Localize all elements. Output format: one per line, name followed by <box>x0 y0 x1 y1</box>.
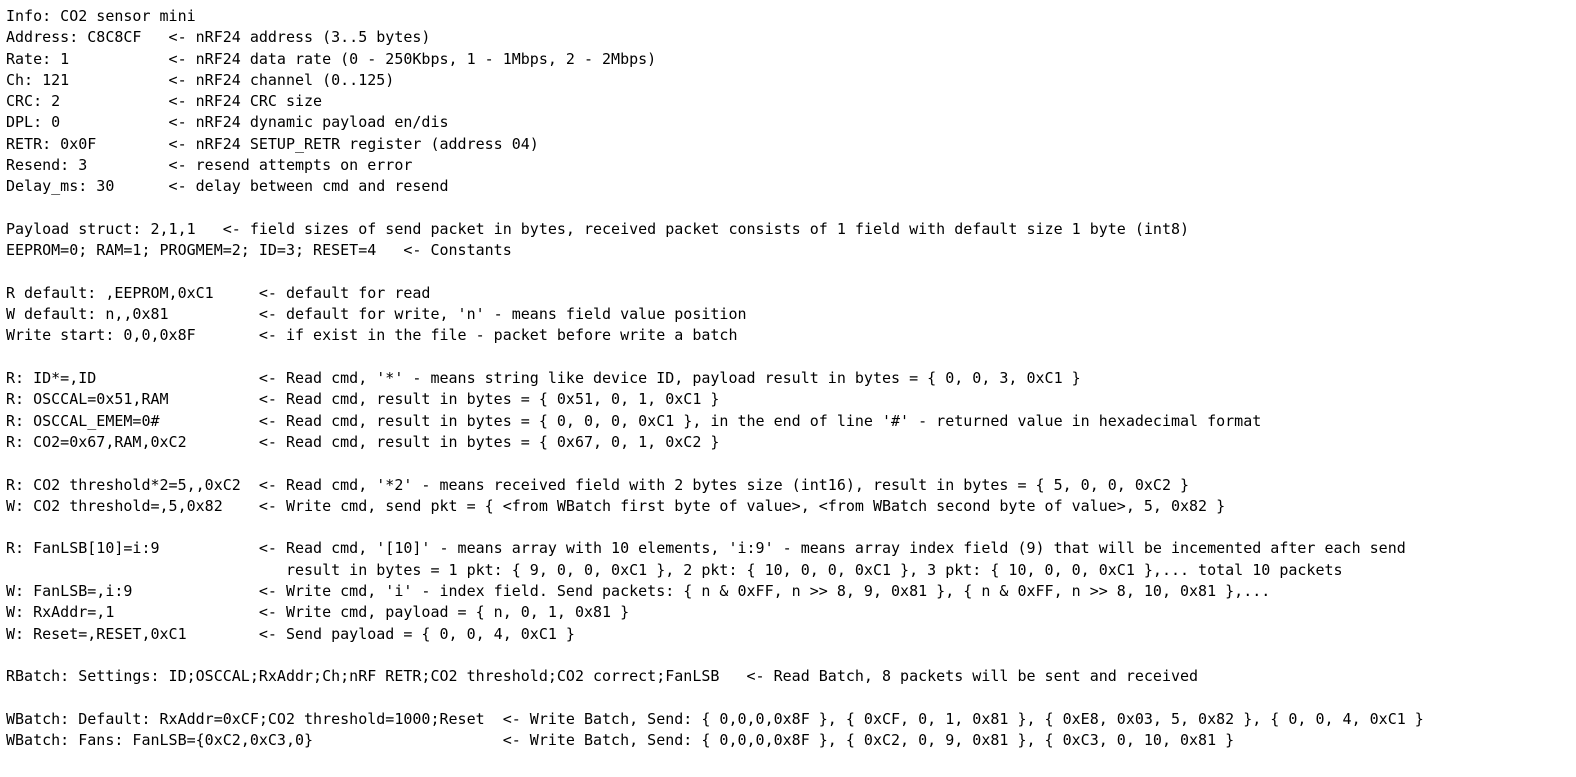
text-line: RETR: 0x0F <- nRF24 SETUP_RETR register (address 04) <box>6 134 539 153</box>
text-line: Address: C8C8CF <- nRF24 address (3..5 bytes) <box>6 28 431 47</box>
blank-line <box>6 688 1576 709</box>
text-line: Delay_ms: 30 <- delay between cmd and resend <box>6 177 449 196</box>
text-line: Resend: 3 <- resend attempts on error <box>6 156 413 175</box>
text-line: R: OSCCAL_EMEM=0# <- Read cmd, result in bytes = { 0, 0, 0, 0xC1 }, in the end of line '#' - returned value in hexadecimal format <box>6 411 1262 430</box>
text-line: R default: ,EEPROM,0xC1 <- default for read <box>6 283 431 302</box>
blank-line <box>6 198 1576 219</box>
text-line: Rate: 1 <- nRF24 data rate (0 - 250Kbps, 1 - 1Mbps, 2 - 2Mbps) <box>6 49 657 68</box>
blank-line <box>6 517 1576 538</box>
text-line: R: ID*=,ID <- Read cmd, '*' - means string like device ID, payload result in bytes = { 0, 0, 3, 0xC1 } <box>6 369 1081 388</box>
text-line: WBatch: Default: RxAddr=0xCF;CO2 threshold=1000;Reset <- Write Batch, Send: { 0,0,0,0x8F }, { 0xCF, 0, 1, 0x81 }, { 0xE8, 0x03, 5, 0x82 }, { 0, 0, 4, 0xC1 } <box>6 709 1424 728</box>
blank-line <box>6 262 1576 283</box>
text-line: Info: CO2 sensor mini <box>6 7 196 25</box>
text-line: R: CO2 threshold*2=5,,0xC2 <- Read cmd, '*2' - means received field with 2 bytes size (int16), result in bytes = { 5, 0, 0, 0xC2 } <box>6 475 1190 494</box>
text-line: R: OSCCAL=0x51,RAM <- Read cmd, result in bytes = { 0x51, 0, 1, 0xC1 } <box>6 390 720 409</box>
text-line: Write start: 0,0,0x8F <- if exist in the file - packet before write a batch <box>6 326 738 345</box>
text-line: W: FanLSB=,i:9 <- Write cmd, 'i' - index field. Send packets: { n & 0xFF, n >> 8, 9, 0x81 }, { n & 0xFF, n >> 8, 10, 0x81 },... <box>6 582 1271 601</box>
text-line: CRC: 2 <- nRF24 CRC size <box>6 92 323 111</box>
text-line: W: Reset=,RESET,0xC1 <- Send payload = { 0, 0, 4, 0xC1 } <box>6 624 575 643</box>
text-line: R: CO2=0x67,RAM,0xC2 <- Read cmd, result in bytes = { 0x67, 0, 1, 0xC2 } <box>6 432 720 451</box>
text-line: Ch: 121 <- nRF24 channel (0..125) <box>6 70 395 89</box>
text-line: EEPROM=0; RAM=1; PROGMEM=2; ID=3; RESET=4 <- Constants <box>6 241 512 260</box>
text-line: DPL: 0 <- nRF24 dynamic payload en/dis <box>6 113 449 132</box>
text-line: Payload struct: 2,1,1 <- field sizes of send packet in bytes, received packet consists of 1 field with default size 1 byte (int8) <box>6 219 1190 238</box>
text-line: RBatch: Settings: ID;OSCCAL;RxAddr;Ch;nRF RETR;CO2 threshold;CO2 correct;FanLSB <- Read Batch, 8 packets will be sent and received <box>6 667 1199 686</box>
text-line: result in bytes = 1 pkt: { 9, 0, 0, 0xC1 }, 2 pkt: { 10, 0, 0, 0xC1 }, 3 pkt: { 10, 0, 0, 0xC1 },... total 10 packets <box>6 560 1343 579</box>
text-line: R: FanLSB[10]=i:9 <- Read cmd, '[10]' - means array with 10 elements, 'i:9' - means array index field (9) that will be incemented after each send <box>6 539 1406 558</box>
text-line: WBatch: Fans: FanLSB={0xC2,0xC3,0} <- Write Batch, Send: { 0,0,0,0x8F }, { 0xC2, 0, 9, 0x81 }, { 0xC3, 0, 10, 0x81 } <box>6 731 1235 750</box>
text-line: W default: n,,0x81 <- default for write, 'n' - means field value position <box>6 305 747 324</box>
blank-line <box>6 453 1576 474</box>
blank-line <box>6 645 1576 666</box>
blank-line <box>6 347 1576 368</box>
text-line: W: RxAddr=,1 <- Write cmd, payload = { n, 0, 1, 0x81 } <box>6 603 630 622</box>
text-line: W: CO2 threshold=,5,0x82 <- Write cmd, send pkt = { <from WBatch first byte of value>, <from WBatch second byte of value>, 5, 0x82 } <box>6 496 1226 515</box>
